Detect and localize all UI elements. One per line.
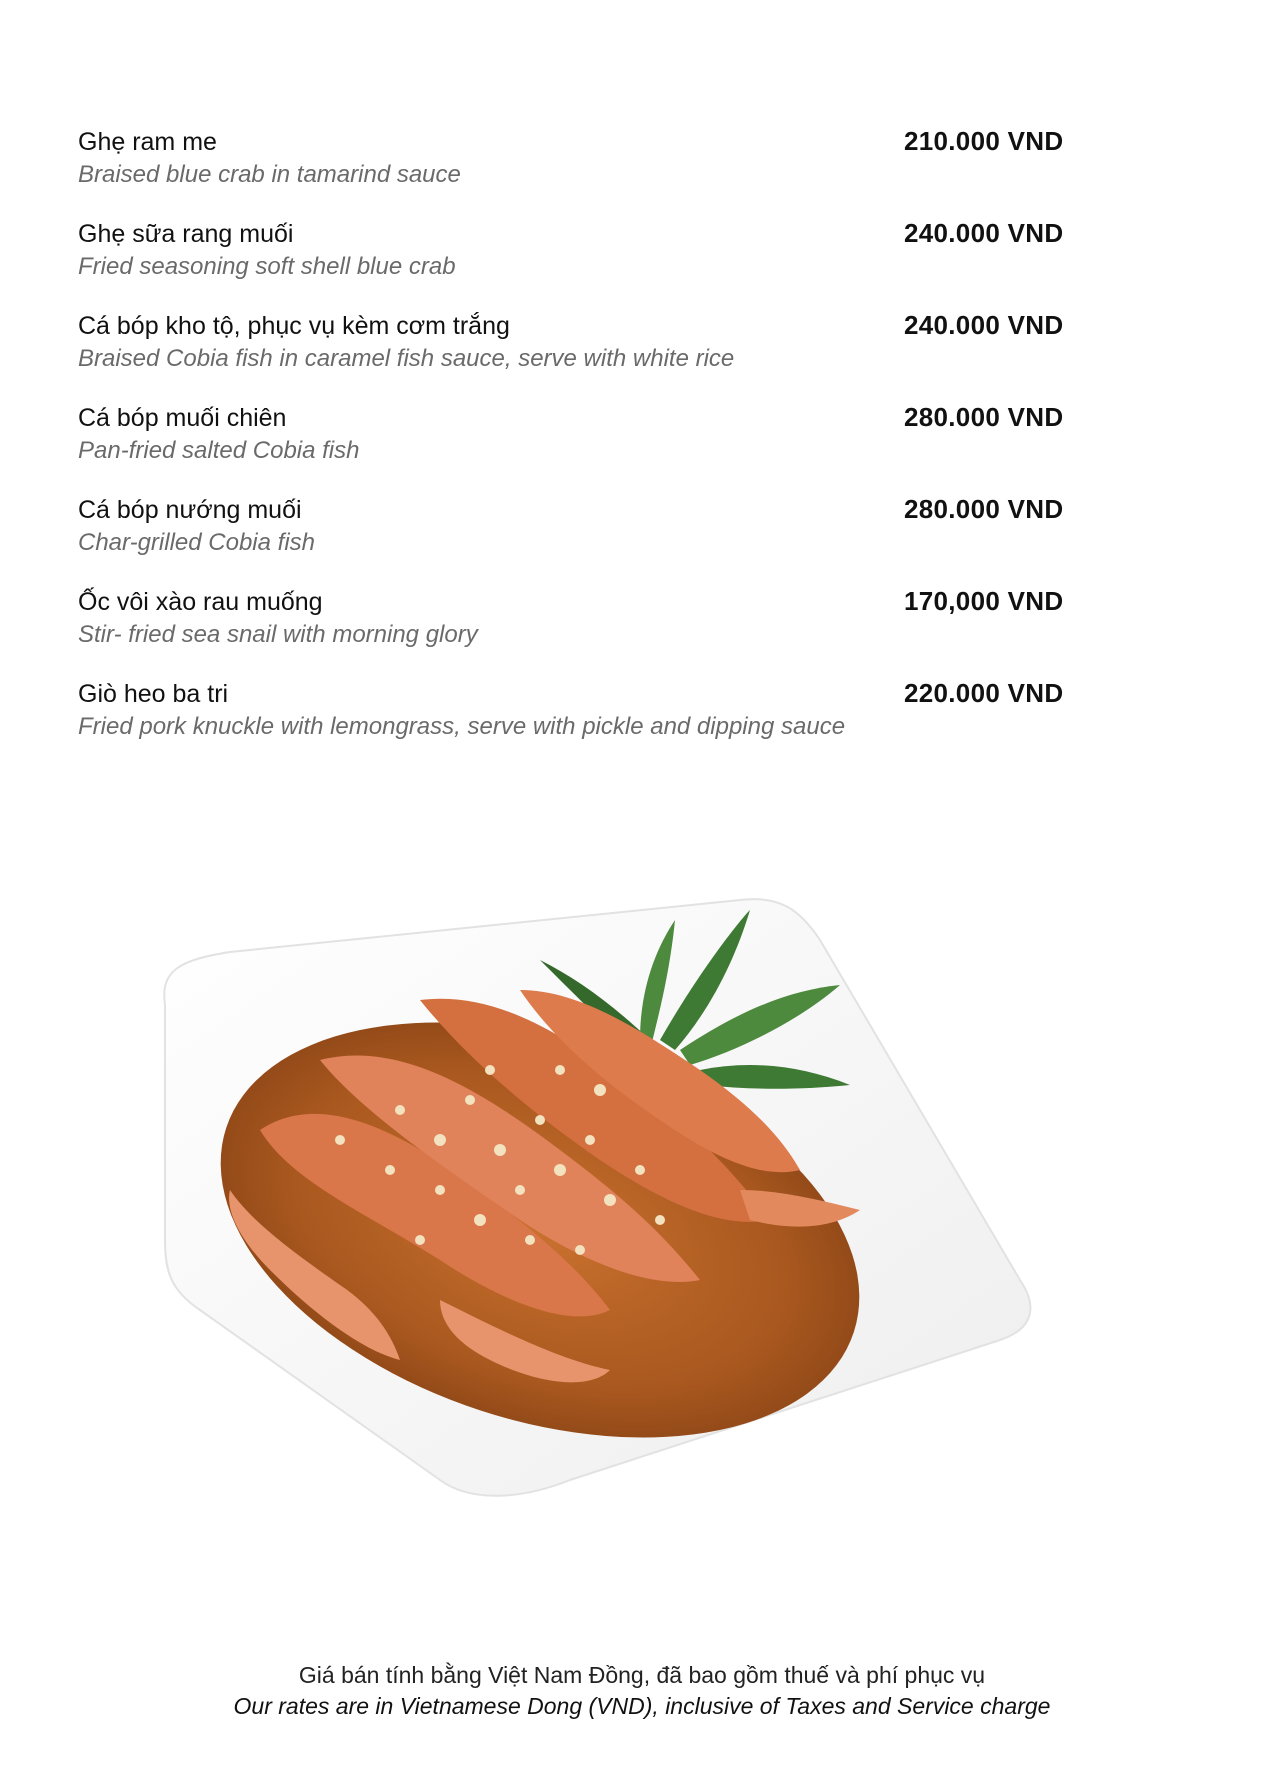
dish-name: Giò heo ba tri xyxy=(78,680,229,708)
dish-name: Cá bóp nướng muối xyxy=(78,496,302,524)
dish-description: Braised blue crab in tamarind sauce xyxy=(78,161,461,188)
dish-photo xyxy=(140,890,1040,1530)
dish-name: Ghẹ ram me xyxy=(78,128,217,156)
dish-description: Stir- fried sea snail with morning glory xyxy=(78,621,478,648)
dish-description: Char-grilled Cobia fish xyxy=(78,529,315,556)
dish-price: 280.000 VND xyxy=(904,402,1064,432)
dish-name: Ghẹ sữa rang muối xyxy=(78,220,294,248)
dish-price: 220.000 VND xyxy=(904,678,1064,708)
dish-name: Ốc vôi xào rau muống xyxy=(78,588,323,616)
dish-description: Fried pork knuckle with lemongrass, serve with pickle and dipping sauce xyxy=(78,713,846,740)
dish-price: 280.000 VND xyxy=(904,494,1064,524)
dish-description: Pan-fried salted Cobia fish xyxy=(78,437,360,464)
pricing-note-english: Our rates are in Vietnamese Dong (VND), inclusive of Taxes and Service charge xyxy=(233,1693,1051,1719)
dish-price: 240.000 VND xyxy=(904,310,1064,340)
dish-price: 240.000 VND xyxy=(904,218,1064,248)
dish-description: Braised Cobia fish in caramel fish sauce, serve with white rice xyxy=(78,345,735,372)
dish-name: Cá bóp muối chiên xyxy=(78,404,287,432)
pricing-note-vietnamese: Giá bán tính bằng Việt Nam Đồng, đã bao gồm thuế và phí phục vụ xyxy=(298,1662,986,1688)
dish-name: Cá bóp kho tộ, phục vụ kèm cơm trắng xyxy=(78,312,510,340)
dish-price: 170,000 VND xyxy=(904,586,1064,616)
dish-price: 210.000 VND xyxy=(904,126,1064,156)
dish-description: Fried seasoning soft shell blue crab xyxy=(78,253,456,280)
